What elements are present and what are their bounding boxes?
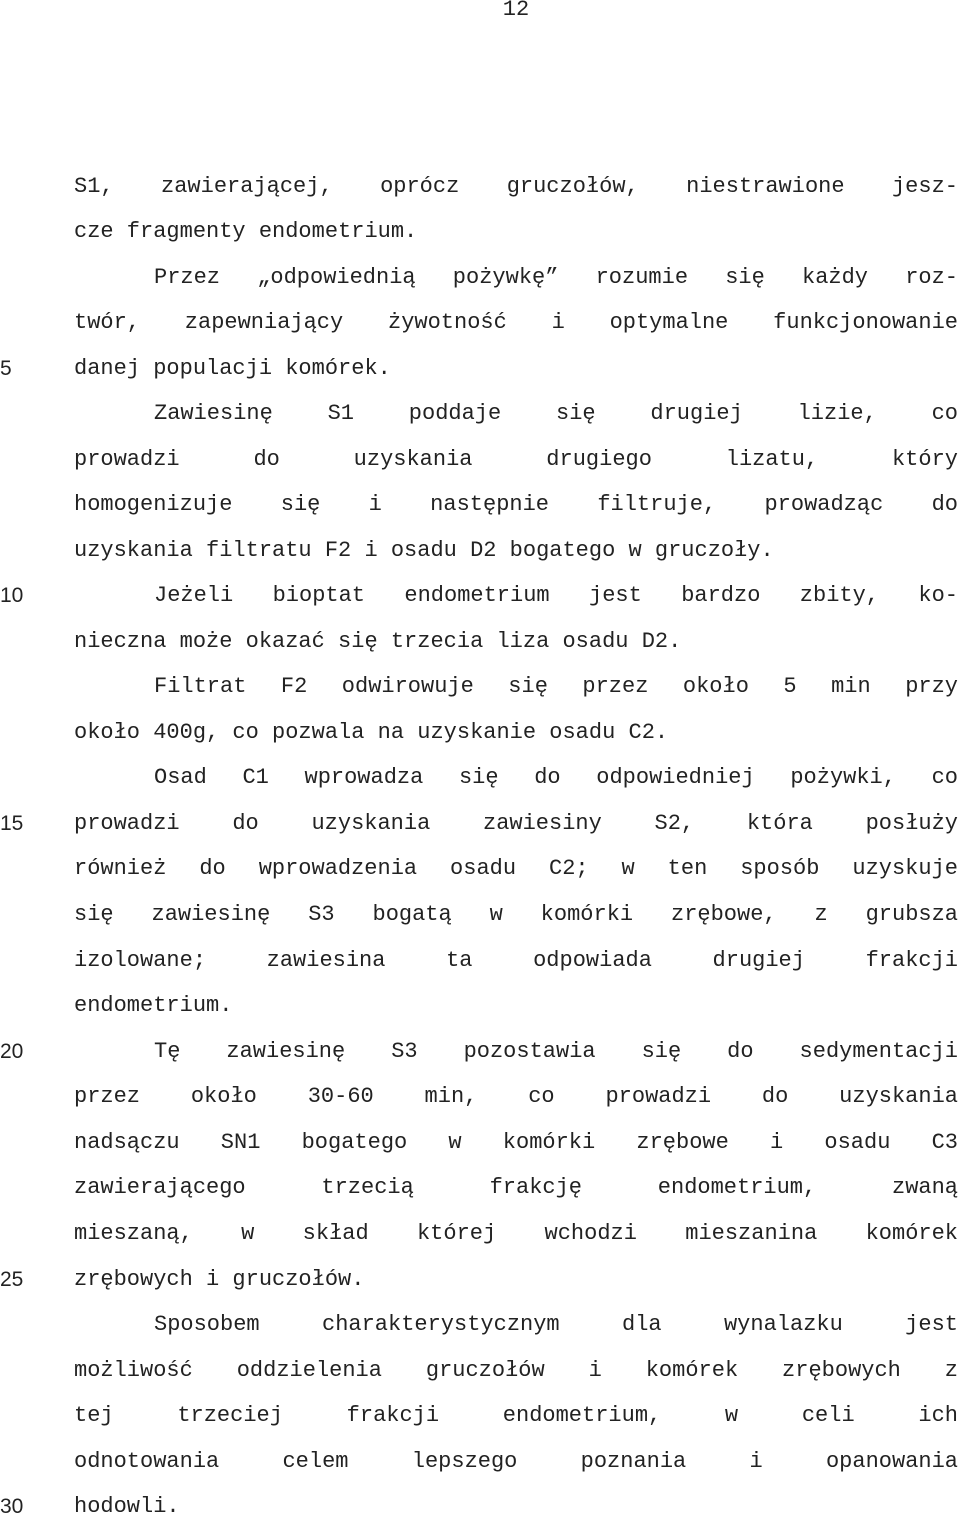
line-number: 15 <box>0 812 24 835</box>
text-line: homogenizuje się i następnie filtruje, prowadząc do <box>74 492 958 517</box>
text-line: Osad C1 wprowadza się do odpowiedniej pożywki, co <box>154 765 958 790</box>
text-line: S1, zawierającej, oprócz gruczołów, niestrawione jesz- <box>74 174 958 199</box>
text-line: tej trzeciej frakcji endometrium, w celi ich <box>74 1403 958 1428</box>
line-number: 10 <box>0 584 24 607</box>
text-line: danej populacji komórek. <box>74 356 391 381</box>
text-line: mieszaną, w skład której wchodzi mieszanina komórek <box>74 1221 958 1246</box>
text-line: twór, zapewniający żywotność i optymalne funkcjonowanie <box>74 310 958 335</box>
text-line: odnotowania celem lepszego poznania i opanowania <box>74 1449 958 1474</box>
line-number: 5 <box>0 357 12 380</box>
text-line: uzyskania filtratu F2 i osadu D2 bogatego w gruczoły. <box>74 538 774 563</box>
page-number: 12 <box>502 0 530 22</box>
line-number: 20 <box>0 1040 24 1063</box>
text-line: zawierającego trzecią frakcję endometrium, zwaną <box>74 1175 958 1200</box>
text-line: prowadzi do uzyskania zawiesiny S2, która posłuży <box>74 811 958 836</box>
text-line: również do wprowadzenia osadu C2; w ten sposób uzyskuje <box>74 856 958 881</box>
text-line: Sposobem charakterystycznym dla wynalazku jest <box>154 1312 958 1337</box>
text-line: cze fragmenty endometrium. <box>74 219 418 244</box>
text-line: zrębowych i gruczołów. <box>74 1267 365 1292</box>
text-line: przez około 30-60 min, co prowadzi do uzyskania <box>74 1084 958 1109</box>
text-line: Filtrat F2 odwirowuje się przez około 5 min przy <box>154 674 958 699</box>
text-line: Jeżeli bioptat endometrium jest bardzo zbity, ko- <box>154 583 958 608</box>
text-line: około 400g, co pozwala na uzyskanie osadu C2. <box>74 720 669 745</box>
text-line: możliwość oddzielenia gruczołów i komórek zrębowych z <box>74 1358 958 1383</box>
text-line: Tę zawiesinę S3 pozostawia się do sedymentacji <box>154 1039 958 1064</box>
text-line: endometrium. <box>74 993 233 1018</box>
text-line: nadsączu SN1 bogatego w komórki zrębowe i osadu C3 <box>74 1130 958 1155</box>
text-line: Zawiesinę S1 poddaje się drugiej lizie, co <box>154 401 958 426</box>
line-number: 25 <box>0 1268 24 1291</box>
text-line: Przez „odpowiednią pożywkę” rozumie się każdy roz- <box>154 265 958 290</box>
text-line: prowadzi do uzyskania drugiego lizatu, który <box>74 447 958 472</box>
text-line: nieczna może okazać się trzecia liza osadu D2. <box>74 629 682 654</box>
text-line: hodowli. <box>74 1494 180 1519</box>
text-line: się zawiesinę S3 bogatą w komórki zrębowe, z grubsza <box>74 902 958 927</box>
line-number: 30 <box>0 1495 24 1518</box>
text-line: izolowane; zawiesina ta odpowiada drugiej frakcji <box>74 948 958 973</box>
